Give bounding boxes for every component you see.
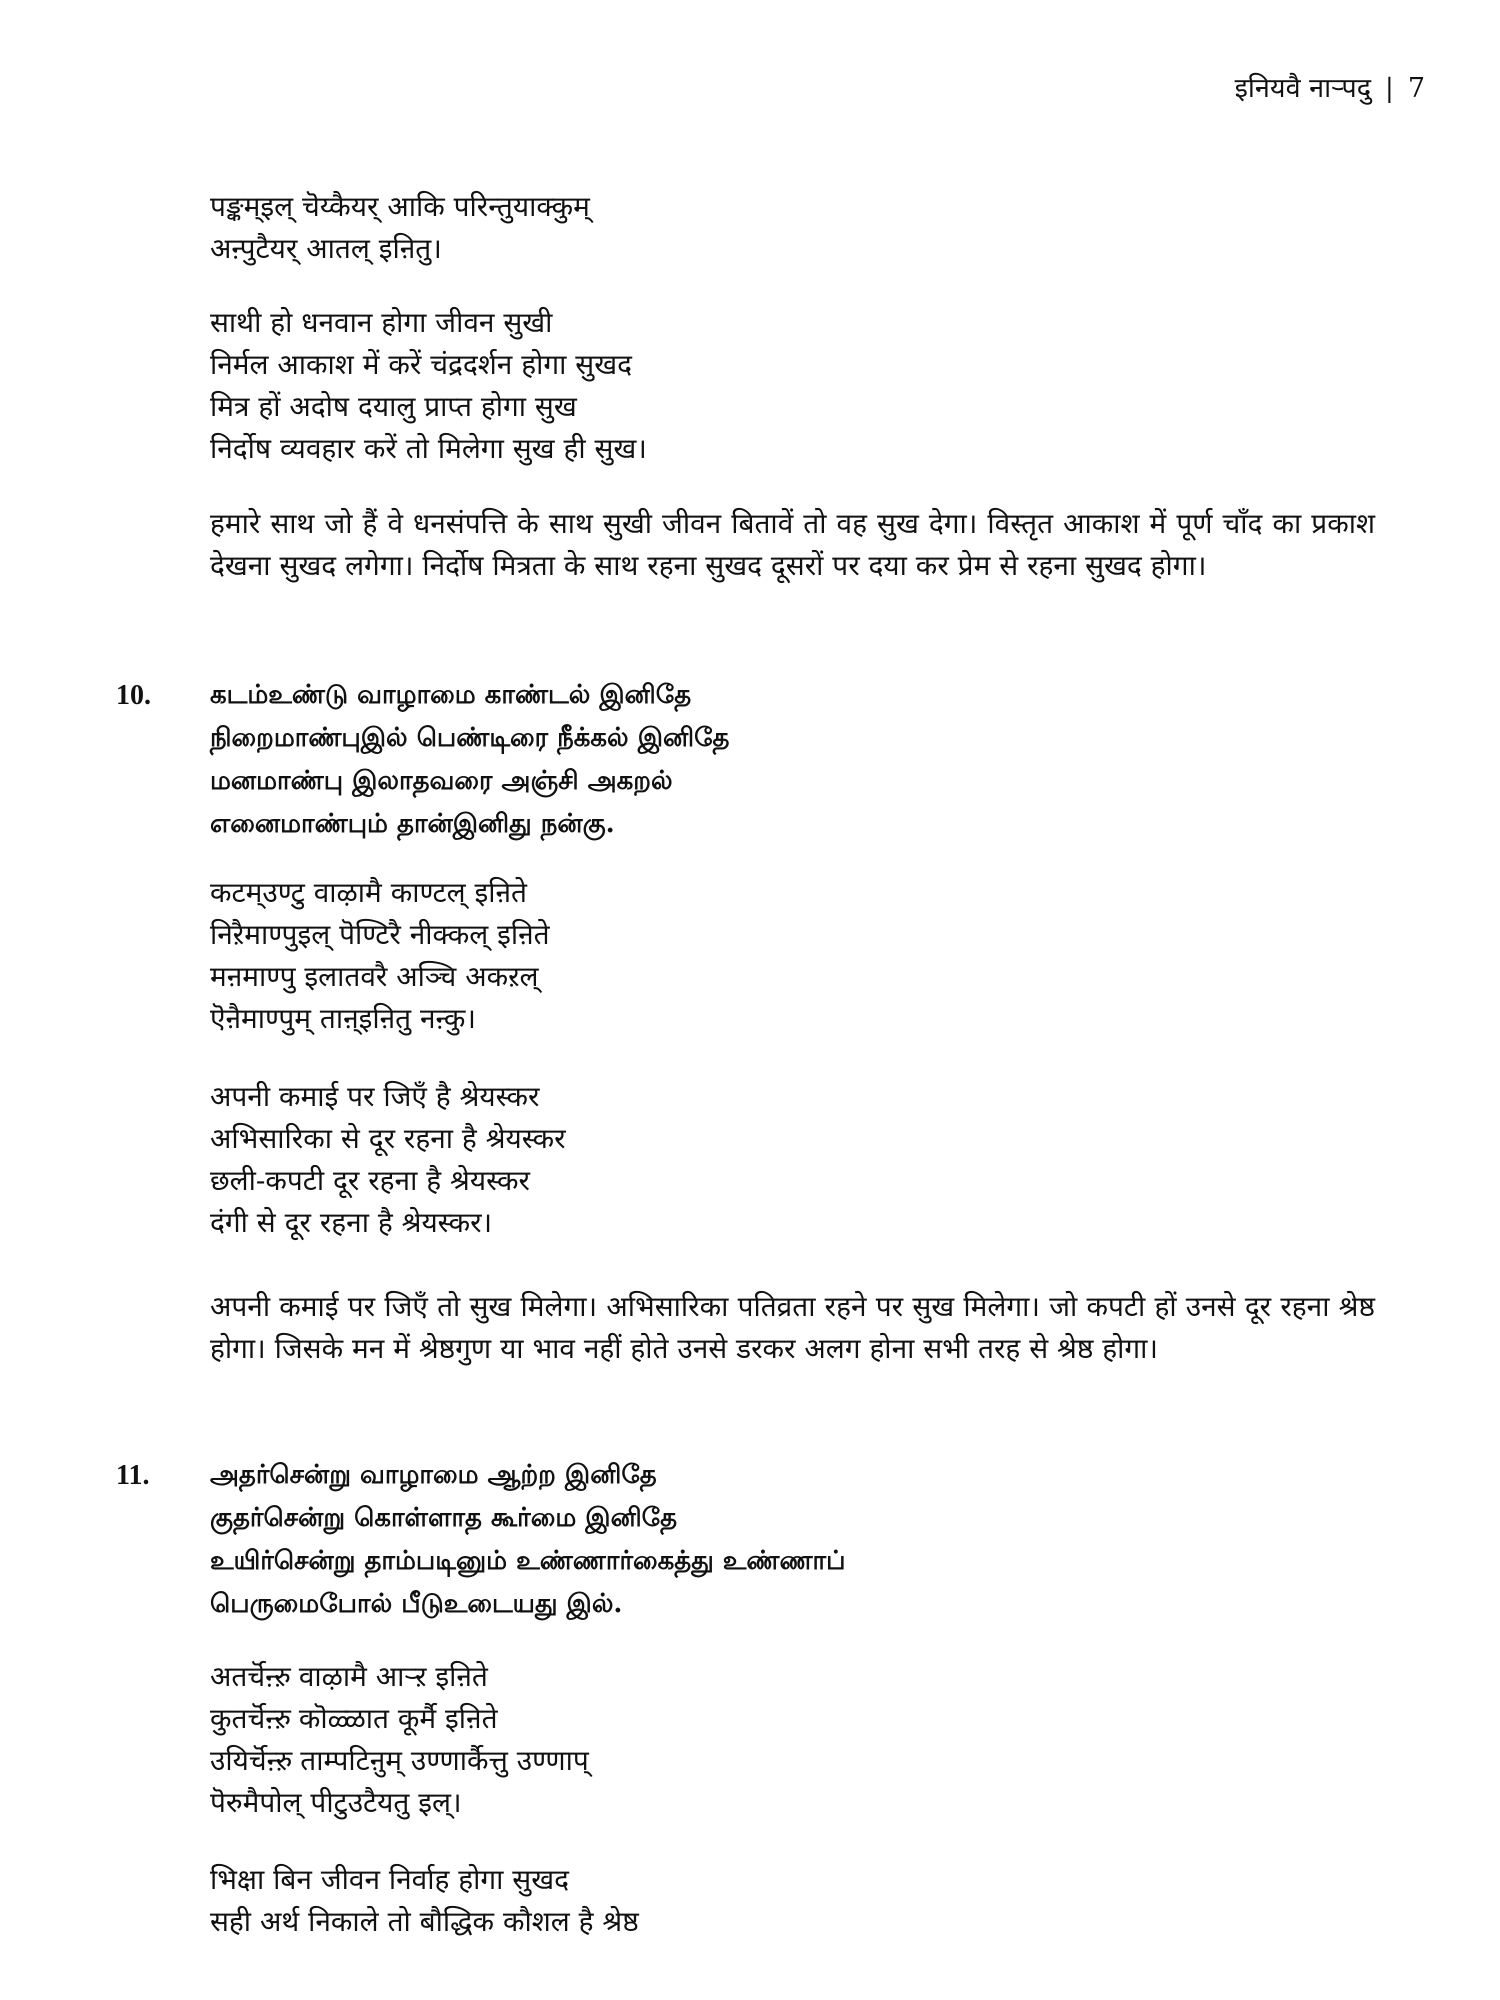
hindi-verse-line: निर्मल आकाश में करें चंद्रदर्शन होगा सुखद [210,348,632,381]
transliteration-line: कुतर्चॆऩ्ऱु कॊळ्ळात कूर्मै इऩिते [210,1702,498,1735]
verse9-hindi-verse [210,302,647,470]
verse10-prose: अपनी कमाई पर जिएँ तो सुख मिलेगा। अभिसारिका पतिव्रता रहने पर सुख मिलेगा। जो कपटी हों उनसे दूर रहना श्रेष्ठ होगा। जिसके मन में श्रेष्ठगुण या भाव नहीं होते उनसे डरकर अलग होना सभी तरह से श्रेष्ठ होगा। [210,1290,1375,1365]
header-divider: | [1385,74,1394,104]
verse9-prose: हमारे साथ जो हैं वे धनसंपत्ति के साथ सुखी जीवन बितावें तो वह सुख देगा। विस्तृत आकाश में पूर्ण चाँद का प्रकाश देखना सुखद लगेगा। निर्दोष मित्रता के साथ रहना सुखद दूसरों पर दया कर प्रेम से रहना सुखद होगा। [210,507,1375,582]
transliteration-line: पङ्कम्इल् चॆय्कैयर् आकि परिन्तुयाक्कुम् [210,190,590,223]
running-title: इनियवै नाऱ्पदु [1234,73,1372,104]
running-header [1235,68,1425,110]
page-number: 7 [1407,73,1425,104]
transliteration-line: कटम्उण्टु वाऴामै काण्टल् इऩिते [210,876,527,909]
hindi-verse-line: निर्दोष व्यवहार करें तो मिलेगा सुख ही सुख। [210,432,647,465]
verse11-hindi-verse [210,1859,639,1943]
tamil-line: உயிர்சென்று தாம்படினும் உண்ணார்கைத்து உண்ணாப் [210,1546,846,1576]
hindi-verse-line: छली-कपटी दूर रहना है श्रेयस्कर [210,1164,530,1197]
tamil-line: கடம்உண்டு வாழாமை காண்டல் இனிதே [210,680,692,710]
hindi-verse-line: साथी हो धनवान होगा जीवन सुखी [210,306,553,339]
verse10-hindi-verse [210,1076,566,1244]
verse10-transliteration [210,872,550,1040]
transliteration-line: उयिर्चॆऩ्ऱु ताम्पटिऩुम् उण्णार्कैत्तु उण्णाप् [210,1744,589,1777]
verse10-tamil [210,674,729,846]
hindi-verse-line: भिक्षा बिन जीवन निर्वाह होगा सुखद [210,1863,569,1896]
hindi-verse-line: अभिसारिका से दूर रहना है श्रेयस्कर [210,1122,566,1155]
transliteration-line: पॆरुमैपोल् पीटुउटैयतु इल्। [210,1786,462,1819]
tamil-line: நிறைமாண்புஇல் பெண்டிரை நீக்கல் இனிதே [210,723,730,753]
transliteration-line: निऱैमाण्पुइल् पॆण्टिरै नीक्कल् इऩिते [210,918,550,951]
verse-number-10: 10. [116,680,151,711]
transliteration-line: ऎऩैमाण्पुम् ताऩ्इऩितु नऩ्कु। [210,1002,476,1035]
hindi-verse-line: सही अर्थ निकाले तो बौद्धिक कौशल है श्रेष्ठ [210,1905,639,1938]
transliteration-line: अतर्चॆऩ्ऱु वाऴामै आऱ्ऱ इऩिते [210,1660,488,1693]
verse11-transliteration [210,1656,589,1824]
tamil-line: அதர்சென்று வாழாமை ஆற்ற இனிதே [210,1460,657,1490]
transliteration-line: मऩमाण्पु इलातवरै अञ्चि अकऱल् [210,960,539,993]
hindi-verse-line: अपनी कमाई पर जिएँ है श्रेयस्कर [210,1080,540,1113]
hindi-verse-line: दंगी से दूर रहना है श्रेयस्कर। [210,1206,493,1239]
tamil-line: மனமாண்பு இலாதவரை அஞ்சி அகறல் [210,766,673,796]
tamil-line: குதர்சென்று கொள்ளாத கூர்மை இனிதே [210,1503,678,1533]
verse-number-11: 11. [116,1460,150,1491]
verse11-tamil [210,1454,846,1626]
verse9-transliteration [210,186,590,270]
hindi-verse-line: मित्र हों अदोष दयालु प्राप्त होगा सुख [210,390,577,423]
tamil-line: எனைமாண்பும் தான்இனிது நன்கு. [210,809,615,839]
transliteration-line: अऩ्पुटैयर् आतल् इऩितु। [210,232,442,265]
tamil-line: பெருமைபோல் பீடுஉடையது இல். [210,1589,623,1619]
